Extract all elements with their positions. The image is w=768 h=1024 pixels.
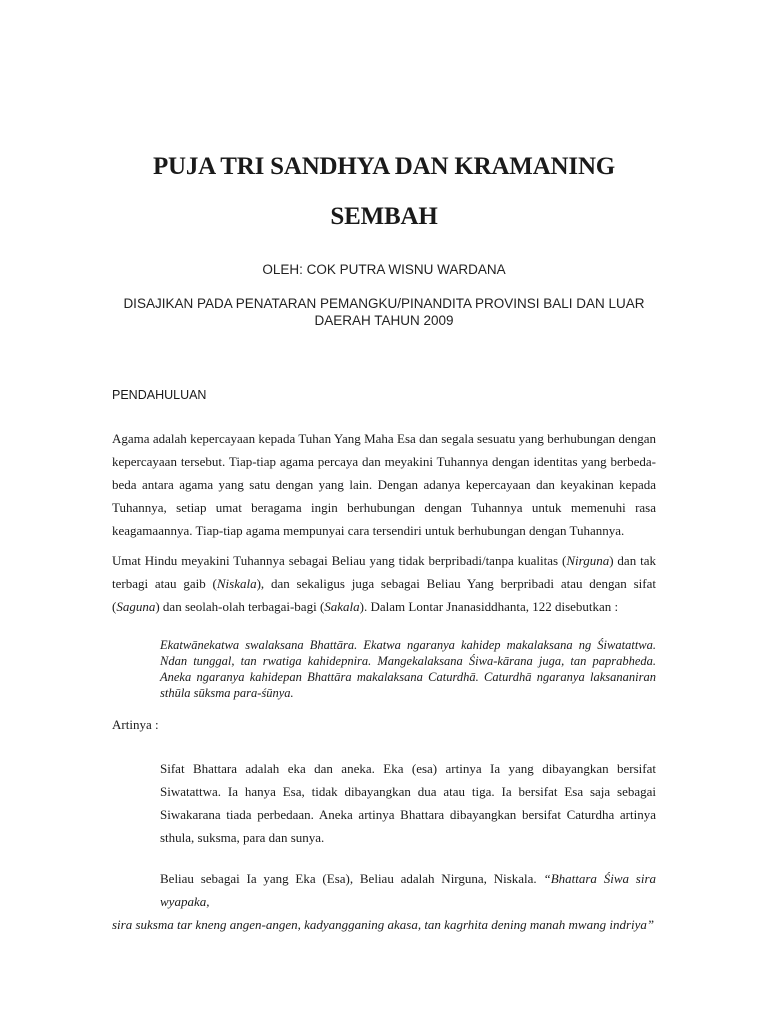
term-nirguna: Nirguna bbox=[566, 553, 610, 568]
term-sakala: Sakala bbox=[324, 599, 360, 614]
document-title-line-1: PUJA TRI SANDHYA DAN KRAMANING bbox=[152, 153, 616, 180]
term-saguna: Saguna bbox=[116, 599, 156, 614]
quote-part-1: “Bhattara Śiwa sira wyapaka, bbox=[160, 871, 657, 909]
paragraph-introduction: Agama adalah kepercayaan kepada Tuhan Yang Maha Esa dan segala sesuatu yang berhubungan dengan kepercayaan tersebut. Tiap-tiap agama percaya dan meyakini Tuhannya dengan identitas yang berbeda-beda antara agama yang satu dengan yang lain. Dengan adanya kepercayaan dan keyakinan kepada Tuhannya, setiap umat beragama ingin berhubungan dengan Tuhannya untuk memenuhi rasa keagamaannya. Tiap-tiap agama mempunyai cara tersendiri untuk berhubungan dengan Tuhannya. bbox=[112, 431, 656, 538]
text-span: ) dan seolah-olah terbagai-bagi ( bbox=[155, 599, 325, 614]
presented-at-line: DISAJIKAN PADA PENATARAN PEMANGKU/PINANDITA PROVINSI BALI DAN LUAR DAERAH TAHUN 2009 bbox=[123, 296, 645, 328]
document-title-line-2: SEMBAH bbox=[330, 203, 438, 230]
quote-part-2: sira suksma tar kneng angen-angen, kadyangganing akasa, tan kagrhita dening manah mwang indriya” bbox=[112, 917, 655, 932]
text-span: ) dan tak terbagi atau gaib ( bbox=[112, 553, 656, 591]
paragraph-translation: Sifat Bhattara adalah eka dan aneka. Eka (esa) artinya Ia yang dibayangkan bersifat Siwatattwa. Ia hanya Esa, tidak dibayangkan dua atau tiga. Ia bersifat Esa saja sebagai Siwakarana tiada perbedaan. Aneka artinya Bhattara dibayangkan bersifat Caturdha artinya sthula, suksma, para dan sunya. bbox=[160, 761, 656, 845]
text-span: ), dan sekaligus juga sebagai Beliau Yang berpribadi atau dengan sifat ( bbox=[112, 576, 656, 614]
text-span: ). Dalam Lontar Jnanasiddhanta, 122 disebutkan : bbox=[359, 599, 619, 614]
section-heading: PENDAHULUAN bbox=[112, 388, 207, 402]
author-line: OLEH: COK PUTRA WISNU WARDANA bbox=[262, 262, 506, 277]
lontar-quotation: Ekatwānekatwa swalaksana Bhattāra. Ekatwa ngaranya kahidep makalaksana ng Śiwatattwa. Ndan tunggal, tan rwatiga kahidepnira. Mangekalaksana Śiwa-kārana juga, tan paprabheda. Aneka ngaranya kahidepan Bhattāra makalaksana Caturdhā. Caturdhā ngaranya laksananiran sthūla sūksma para-śūnya. bbox=[160, 638, 656, 700]
paragraph-nirguna bbox=[112, 867, 657, 936]
text-span: Beliau sebagai Ia yang Eka (Esa), Beliau adalah Nirguna, Niskala. bbox=[160, 871, 544, 886]
artinya-label: Artinya : bbox=[112, 717, 159, 732]
term-niskala: Niskala bbox=[216, 576, 257, 591]
text-span: Umat Hindu meyakini Tuhannya sebagai Beliau yang tidak berpribadi/tanpa kualitas ( bbox=[112, 553, 567, 568]
paragraph-hindu-belief bbox=[112, 549, 656, 618]
